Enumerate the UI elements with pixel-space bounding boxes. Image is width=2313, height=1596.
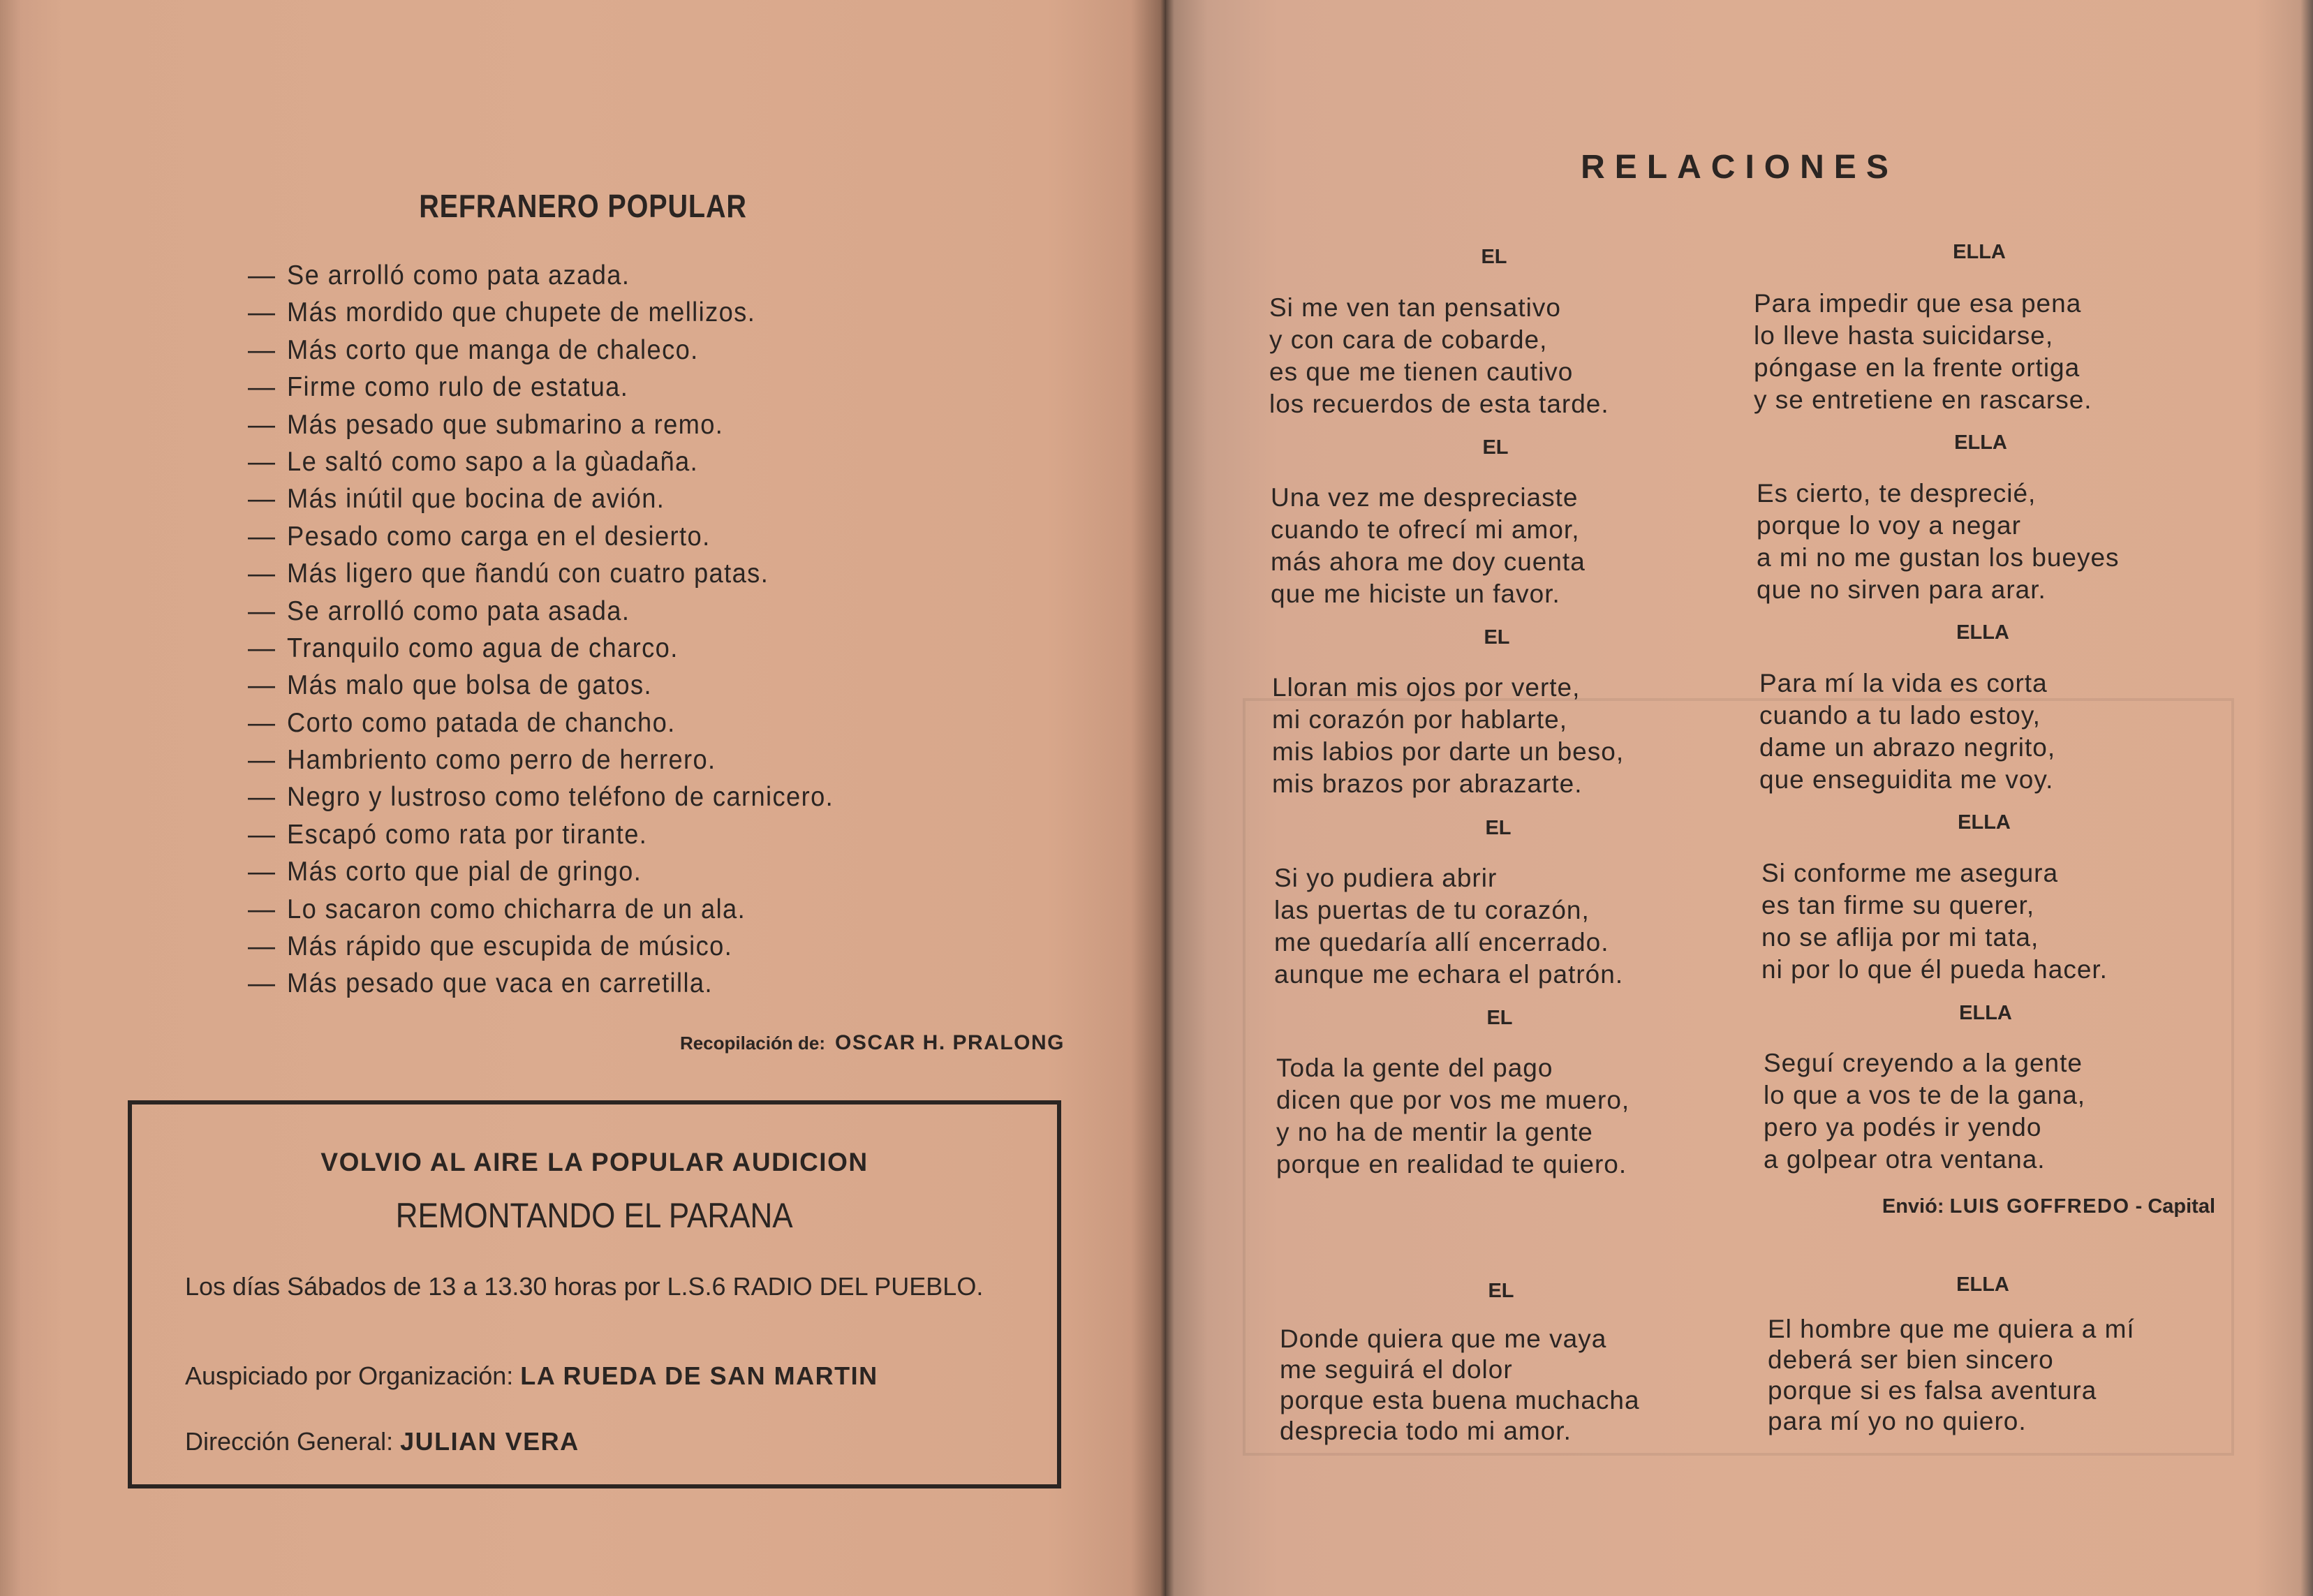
proverb-item: — Se arrolló como pata azada. — [248, 260, 630, 290]
sender-credit: Envió: LUIS GOFFREDO - Capital — [1882, 1195, 2215, 1218]
el-verse: Toda la gente del pago dicen que por vos me muero, y no ha de mentir la gente porque en realidad te quiero. — [1276, 1054, 1630, 1178]
proverb-item: — Más inútil que bocina de avión. — [248, 484, 665, 515]
proverb-item: — Más ligero que ñandú con cuatro patas. — [248, 559, 769, 589]
el-label: EL — [1486, 1007, 1513, 1029]
ella-verse: Es cierto, te desprecié, porque lo voy a negar a mi no me gustan los bueyes que no sirven para arar. — [1757, 479, 2120, 604]
ad-sponsor: Auspiciado por Organización: LA RUEDA DE SAN MARTIN — [185, 1361, 878, 1390]
proverb-item: — Se arrolló como pata asada. — [248, 596, 630, 626]
ella-verse: El hombre que me quiera a mí deberá ser bien sincero porque si es falsa aventura para mí yo no quiero. — [1768, 1315, 2135, 1435]
ad-program-name: REMONTANDO EL PARANA — [396, 1196, 793, 1235]
right-page-title: RELACIONES — [1581, 149, 1898, 186]
radio-advertisement-box — [128, 1100, 1061, 1488]
proverb-list — [248, 257, 875, 1003]
proverb-item: — Pesado como carga en el desierto. — [248, 521, 711, 552]
ella-label: ELLA — [1956, 1273, 2009, 1296]
ella-verse: Seguí creyendo a la gente lo que a vos te de la gana, pero ya podés ir yendo a golpear otra ventana. — [1764, 1049, 2086, 1174]
ad-schedule: Los días Sábados de 13 a 13.30 horas por L.S.6 RADIO DEL PUEBLO. — [185, 1272, 984, 1301]
ella-label: ELLA — [1954, 431, 2007, 454]
proverb-item: — Firme como rulo de estatua. — [248, 372, 629, 403]
el-label: EL — [1488, 1280, 1514, 1302]
el-verse: Donde quiera que me vaya me seguirá el dolor porque esta buena muchacha desprecia todo mi amor. — [1280, 1324, 1640, 1445]
proverb-item: — Negro y lustroso como teléfono de carnicero. — [248, 782, 834, 813]
ella-verse: Para mí la vida es corta cuando a tu lado estoy, dame un abrazo negrito, que enseguidita me voy. — [1759, 669, 2056, 794]
right-page — [1166, 0, 2313, 1596]
proverb-item: — Más mordido que chupete de mellizos. — [248, 297, 756, 328]
proverb-item: — Escapó como rata por tirante. — [248, 819, 648, 850]
left-page-title: REFRANERO POPULAR — [419, 188, 747, 224]
proverb-item: — Corto como patada de chancho. — [248, 707, 676, 738]
proverb-item: — Más malo que bolsa de gatos. — [248, 670, 652, 701]
ella-label: ELLA — [1959, 1002, 2012, 1024]
el-label: EL — [1482, 436, 1509, 459]
ella-verse: Para impedir que esa pena lo lleve hasta suicidarse, póngase en la frente ortiga y se entretiene en rascarse. — [1754, 289, 2092, 414]
proverb-item: — Más pesado que submarino a remo. — [248, 409, 724, 440]
el-label: EL — [1484, 626, 1510, 649]
ad-headline: VOLVIO AL AIRE LA POPULAR AUDICION — [320, 1148, 869, 1176]
ella-label: ELLA — [1953, 241, 2006, 263]
el-verse: Si me ven tan pensativo y con cara de cobarde, es que me tienen cautivo los recuerdos de esta tarde. — [1269, 293, 1609, 418]
proverb-item: — Más pesado que vaca en carretilla. — [248, 968, 713, 999]
el-verse: Una vez me despreciaste cuando te ofrecí mi amor, más ahora me doy cuenta que me hiciste un favor. — [1271, 483, 1586, 608]
el-verse: Lloran mis ojos por verte, mi corazón por hablarte, mis labios por darte un beso, mis brazos por abrazarte. — [1272, 673, 1625, 798]
proverb-item: — Lo sacaron como chicharra de un ala. — [248, 894, 746, 924]
ella-label: ELLA — [1958, 811, 2011, 834]
proverb-item: — Más rápido que escupida de músico. — [248, 931, 733, 962]
proverb-item: — Más corto que pial de gringo. — [248, 857, 642, 887]
el-verse: Si yo pudiera abrir las puertas de tu corazón, me quedaría allí encerrado. aunque me echara el patrón. — [1274, 864, 1624, 989]
proverb-item: — Más corto que manga de chaleco. — [248, 334, 699, 365]
el-label: EL — [1481, 246, 1507, 268]
ella-verse: Si conforme me asegura es tan firme su querer, no se aflija por mi tata, ni por lo que él pueda hacer. — [1761, 859, 2108, 984]
proverb-item: — Tranquilo como agua de charco. — [248, 633, 679, 663]
proverb-item: — Le saltó como sapo a la gùadaña. — [248, 446, 699, 477]
proverb-item: — Hambriento como perro de herrero. — [248, 745, 716, 776]
compiler-credit: Recopilación de: OSCAR H. PRALONG — [679, 1031, 1065, 1054]
ella-label: ELLA — [1956, 621, 2009, 644]
ad-director: Dirección General: JULIAN VERA — [185, 1427, 579, 1456]
el-label: EL — [1485, 817, 1512, 839]
